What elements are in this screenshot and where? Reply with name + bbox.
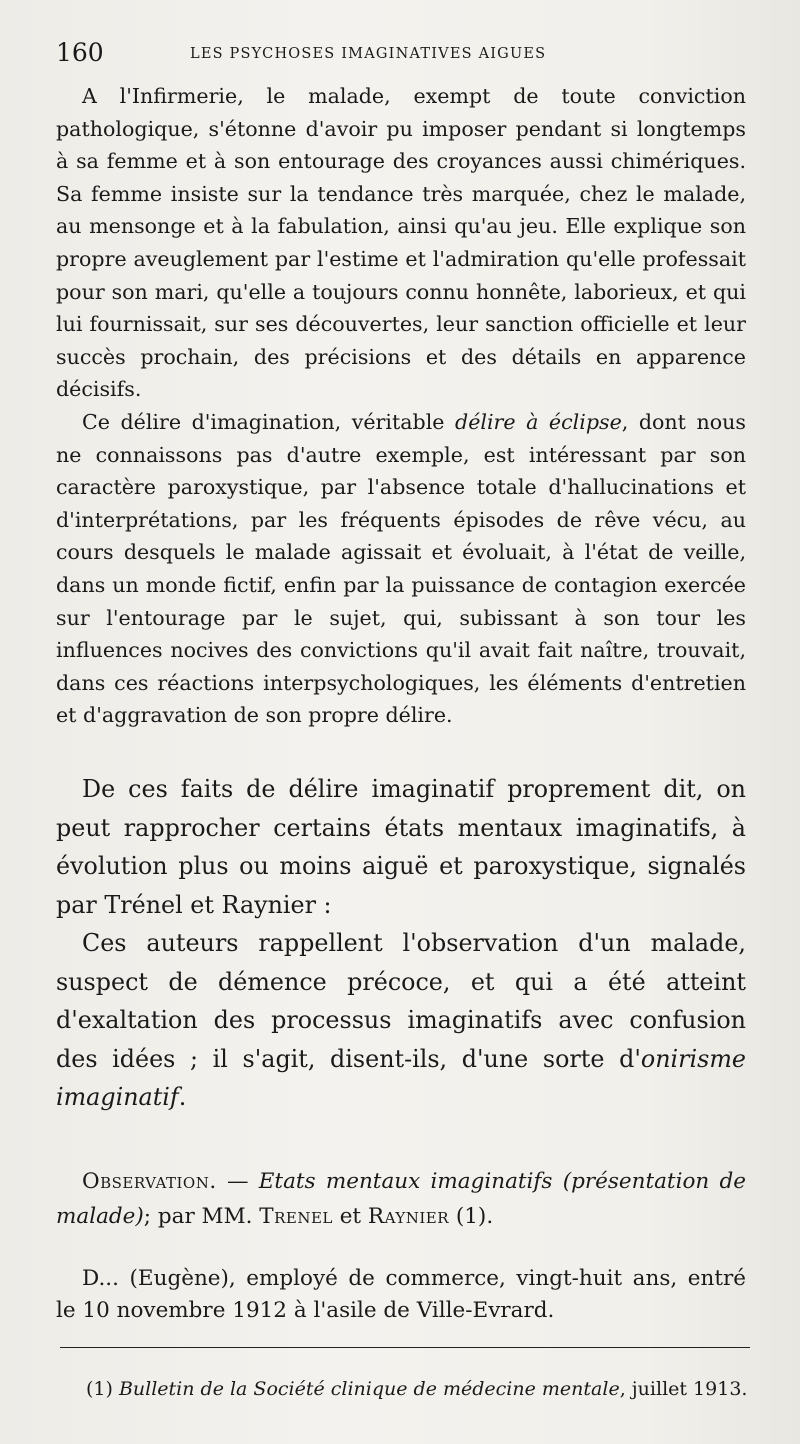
paragraph4-part2: . (178, 1083, 187, 1111)
author-trenel: Trenel (259, 1204, 333, 1229)
footnote (86, 1375, 756, 1403)
onirisme-imaginatif-italic: onirisme imaginatif (56, 1044, 746, 1111)
delire-a-eclipse-italic: délire à éclipse (455, 410, 622, 434)
observation-heading (56, 1164, 746, 1234)
footnote-journal: Bulletin de la Société clinique de médecine mentale (118, 1378, 620, 1400)
observation-label: Observation. (82, 1169, 217, 1194)
observation-and: et (332, 1204, 368, 1229)
paragraph-rapprochement: De ces faits de délire imaginatif proprement dit, on peut rapprocher certains états mentaux imaginatifs, à évolution plus ou moins aiguë et paroxystique, signalés par Trénel et Raynier : (56, 775, 746, 919)
observation-dash: — (216, 1169, 259, 1194)
footnote-number: (1) (86, 1378, 119, 1400)
author-raynier: Raynier (367, 1204, 450, 1229)
footnote-reference: (1). (449, 1204, 494, 1229)
page-number: 160 (56, 38, 104, 67)
paragraph2-part1: Ce délire d'imagination, véritable (82, 410, 456, 434)
case-description (56, 1263, 746, 1327)
paragraph2-part2: , dont nous ne connaissons pas d'autre exemple, est intéressant par son caractère paroxystique, par l'absence totale d'hallucinations et d'interprétations, par les fréquents épisodes de rêve vécu, au cours desquels le malade agissait et évoluait, à l'état de veille, dans un monde fictif, enfin par la puissance de contagion exercée sur l'entourage par le sujet, qui, subissant à son tour les influences nocives des convictions qu'il avait fait naître, trouvait, dans ces réactions interpsychologiques, les éléments d'entretien et d'aggravation de son propre délire. (56, 410, 746, 728)
observation-by: ; par MM. (143, 1204, 260, 1229)
paragraph-infirmerie: A l'Infirmerie, le malade, exempt de toute conviction pathologique, s'étonne d'avoir pu imposer pendant si longtemps à sa femme et à son entourage des croyances aussi chimériques. Sa femme insiste sur la tendance très marquée, chez le malade, au mensonge et à la fabulation, ainsi qu'au jeu. Elle explique son propre aveuglement par l'estime et l'admiration qu'elle professait pour son mari, qu'elle a toujours connu honnête, laborieux, et qui lui fournissait, sur ses découvertes, leur sanction officielle et leur succès prochain, des précisions et des détails en apparence décisifs. (56, 84, 746, 402)
footnote-date: , juillet 1913. (619, 1378, 748, 1400)
paragraph-delire-imagination (56, 406, 746, 732)
page-header (56, 38, 756, 68)
running-head: LES PSYCHOSES IMAGINATIVES AIGUES (190, 46, 547, 62)
body-text-large (56, 770, 746, 1117)
body-text-top (56, 80, 746, 406)
paragraph-auteurs (56, 924, 746, 1117)
footnote-rule (60, 1347, 750, 1348)
paragraph4-part1: Ces auteurs rappellent l'observation d'un malade, suspect de démence précoce, et qui a été atteint d'exaltation des processus imaginatifs avec confusion des idées ; il s'agit, disent-ils, d'une sorte d' (56, 929, 746, 1073)
body-text-middle (56, 406, 746, 732)
case-line: D... (Eugène), employé de commerce, vingt-huit ans, entré le 10 novembre 1912 à l'asile de Ville-Evrard. (56, 1266, 746, 1323)
observation-title-1: Etats mentaux imaginatifs (258, 1169, 553, 1194)
observation-title-2: (présentation de malade) (56, 1169, 747, 1229)
